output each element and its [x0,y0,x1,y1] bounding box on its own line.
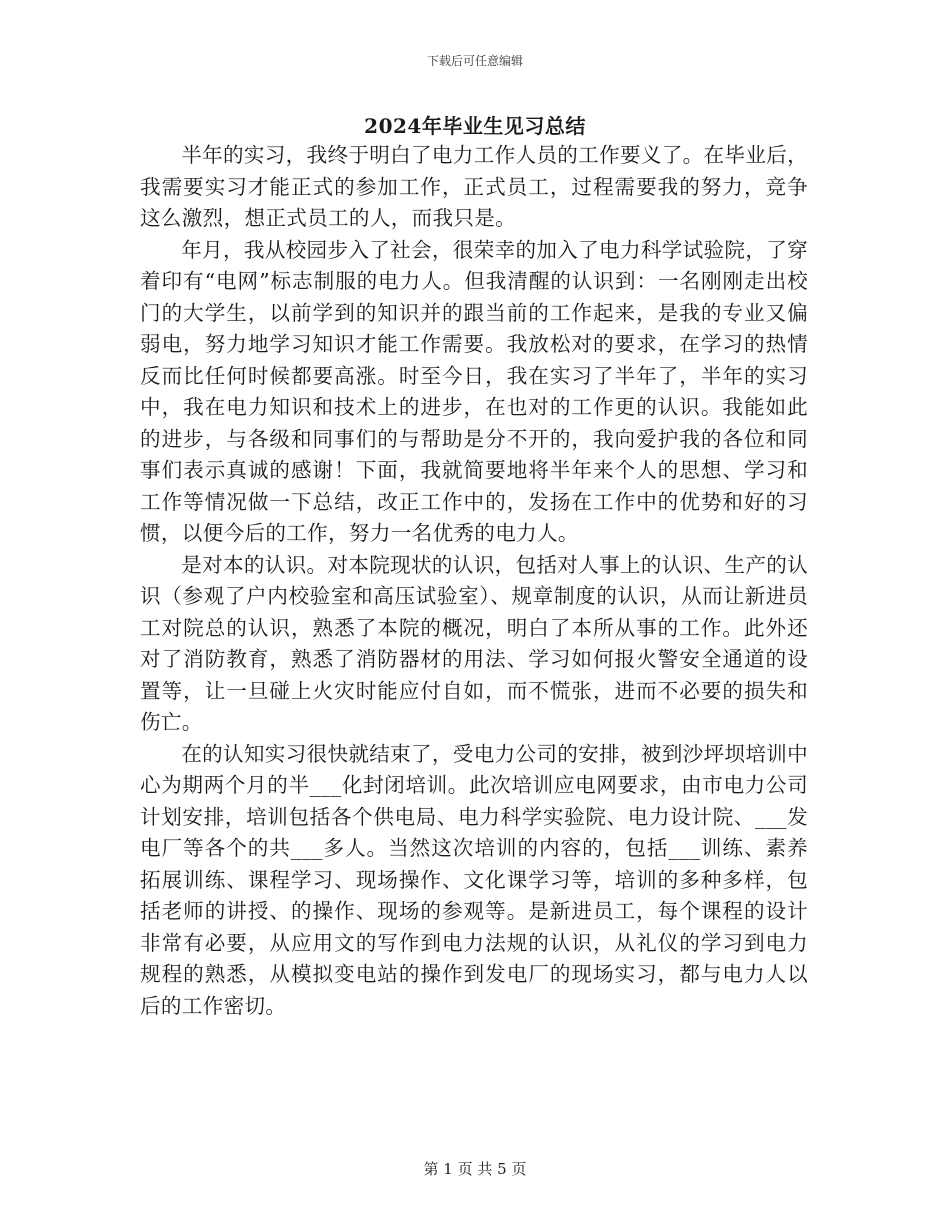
paragraph-4: 在的认知实习很快就结束了，受电力公司的安排，被到沙坪坝培训中心为期两个月的半___化封闭培训。此次培训应电网要求，由市电力公司计划安排，培训包括各个供电局、电力科学实验院、电力设计院、___发电厂等各个的共___多人。当然这次培训的内容的，包括___训练、素养拓展训练、课程学习、现场操作、文化课学习等，培训的多种多样，包括老师的讲授、的操作、现场的参观等。是新进员工，每个课程的设计非常有必要，从应用文的写作到电力法规的认识，从礼仪的学习到电力规程的熟悉，从模拟变电站的操作到发电厂的现场实习，都与电力人以后的工作密切。 [140,741,808,1018]
paragraph-2: 年月，我从校园步入了社会，很荣幸的加入了电力科学试验院，了穿着印有“电网”标志制服的电力人。但我清醒的认识到：一名刚刚走出校门的大学生，以前学到的知识并的跟当前的工作起来，是我的专业又偏弱电，努力地学习知识才能工作需要。我放松对的要求，在学习的热情反而比任何时候都要高涨。时至今日，我在实习了半年了，半年的实习中，我在电力知识和技术上的进步，在也对的工作更的认识。我能如此的进步，与各级和同事们的与帮助是分不开的，我向爱护我的各位和同事们表示真诚的感谢！下面，我就简要地将半年来个人的思想、学习和工作等情况做一下总结，改正工作中的，发扬在工作中的优势和好的习惯，以便今后的工作，努力一名优秀的电力人。 [140,237,808,545]
paragraph-1: 半年的实习，我终于明白了电力工作人员的工作要义了。在毕业后，我需要实习才能正式的参加工作，正式员工，过程需要我的努力，竞争这么激烈，想正式员工的人，而我只是。 [140,143,808,230]
page-number: 第 1 页 共 5 页 [423,1160,527,1178]
page-header-note: 下载后可任意编辑 [426,54,523,68]
paragraph-3: 是对本的认识。对本院现状的认识，包括对人事上的认识、生产的认识（参观了户内校验室和高压试验室）、规章制度的认识，从而让新进员工对院总的认识，熟悉了本院的概况，明白了本所从事的工作。此外还对了消防教育，熟悉了消防器材的用法、学习如何报火警安全通道的设置等，让一旦碰上火灾时能应付自如，而不慌张，进而不必要的损失和伤亡。 [140,552,808,734]
document-title: 2024年毕业生见习总结 [364,114,586,138]
document-body [140,140,808,1022]
